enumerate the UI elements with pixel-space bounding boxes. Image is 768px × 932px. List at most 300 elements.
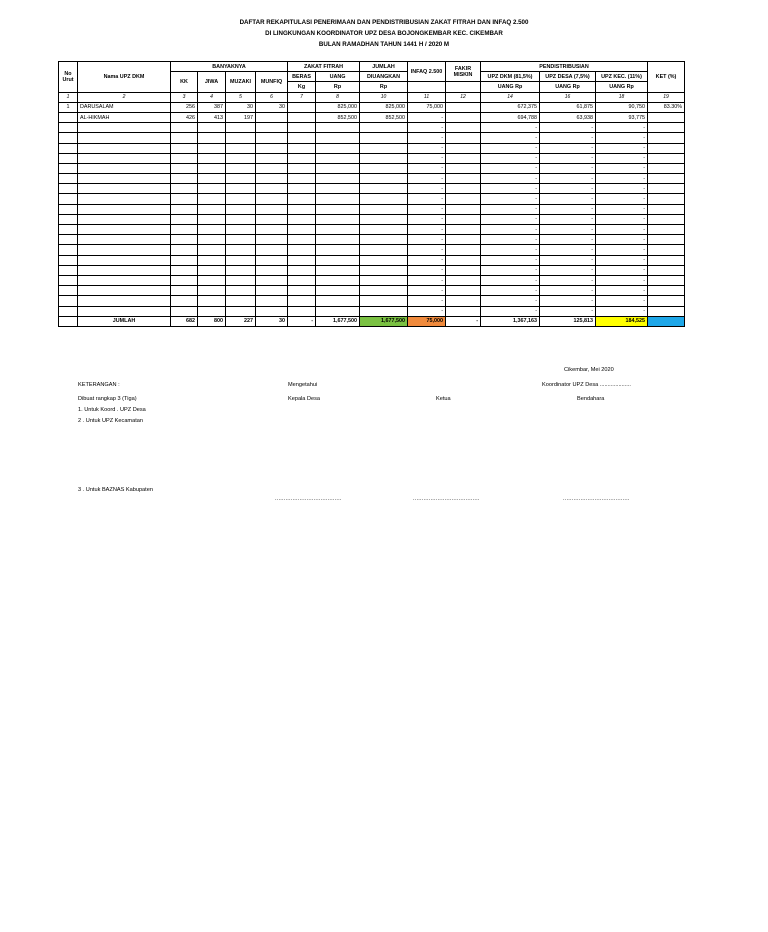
empty-cell <box>226 235 256 245</box>
empty-cell <box>288 204 316 214</box>
cell-beras <box>288 102 316 112</box>
empty-cell <box>256 296 288 306</box>
empty-cell <box>59 255 78 265</box>
empty-cell: - <box>540 245 596 255</box>
cell-upz-dkm: 694,788 <box>481 112 540 122</box>
empty-cell: - <box>408 194 446 204</box>
col-index: 11 <box>408 92 446 102</box>
header-pendistribusian: PENDISTRIBUSIAN <box>481 62 648 72</box>
empty-cell <box>226 214 256 224</box>
empty-cell <box>171 133 198 143</box>
table-row <box>59 112 685 122</box>
empty-cell <box>78 225 171 235</box>
header-infaq: INFAQ 2.500 <box>408 62 446 82</box>
empty-cell: - <box>596 194 648 204</box>
empty-cell: - <box>540 296 596 306</box>
empty-cell <box>78 265 171 275</box>
col-index: 12 <box>446 92 481 102</box>
header-upz-dkm: UPZ DKM (81,5%) <box>481 72 540 82</box>
empty-cell <box>316 275 360 285</box>
empty-cell: - <box>408 255 446 265</box>
header-kk: KK <box>171 72 198 92</box>
empty-cell: - <box>481 174 540 184</box>
empty-cell <box>288 275 316 285</box>
cell-munfiq <box>256 112 288 122</box>
table-row-empty <box>59 255 685 265</box>
col-index: 18 <box>596 92 648 102</box>
empty-cell <box>360 296 408 306</box>
cell-uang: 825,000 <box>316 102 360 112</box>
header-uang-rp-desa: UANG Rp <box>540 82 596 92</box>
header-blank-fakir <box>446 82 481 92</box>
empty-cell <box>446 255 481 265</box>
footer-kepala-desa: Kepala Desa <box>288 396 321 402</box>
empty-cell: - <box>540 123 596 133</box>
empty-cell <box>446 214 481 224</box>
cell-upz-desa: 61,875 <box>540 102 596 112</box>
table-row-empty <box>59 235 685 245</box>
total-beras: - <box>288 316 316 326</box>
empty-cell <box>256 133 288 143</box>
col-index: 7 <box>288 92 316 102</box>
table-row-empty <box>59 194 685 204</box>
empty-cell <box>446 275 481 285</box>
header-upz-desa: UPZ DESA (7,5%) <box>540 72 596 82</box>
empty-cell: - <box>481 245 540 255</box>
footer-bendahara: Bendahara <box>577 396 605 402</box>
header-nama: Nama UPZ DKM <box>78 62 171 93</box>
empty-cell <box>288 255 316 265</box>
empty-cell <box>446 265 481 275</box>
empty-cell <box>171 163 198 173</box>
empty-cell: - <box>408 306 446 316</box>
empty-cell <box>226 204 256 214</box>
empty-cell <box>446 174 481 184</box>
col-index: 3 <box>171 92 198 102</box>
empty-cell <box>648 265 685 275</box>
empty-cell <box>171 174 198 184</box>
empty-cell: - <box>596 143 648 153</box>
empty-cell <box>446 286 481 296</box>
header-muzaki: MUZAKI <box>226 72 256 92</box>
empty-cell <box>648 133 685 143</box>
empty-cell <box>446 225 481 235</box>
empty-cell <box>288 184 316 194</box>
empty-cell <box>256 275 288 285</box>
empty-cell <box>288 286 316 296</box>
cell-ket <box>648 112 685 122</box>
empty-cell <box>288 235 316 245</box>
empty-cell <box>198 275 226 285</box>
empty-cell: - <box>540 194 596 204</box>
col-index: 4 <box>198 92 226 102</box>
empty-cell <box>360 174 408 184</box>
empty-cell <box>59 214 78 224</box>
cell-diuangkan: 852,500 <box>360 112 408 122</box>
col-index: 10 <box>360 92 408 102</box>
empty-cell <box>226 296 256 306</box>
total-kk: 682 <box>171 316 198 326</box>
empty-cell <box>59 133 78 143</box>
empty-cell <box>316 153 360 163</box>
col-index: 14 <box>481 92 540 102</box>
empty-cell <box>360 235 408 245</box>
header-banyaknya: BANYAKNYA <box>171 62 288 72</box>
empty-cell <box>360 163 408 173</box>
empty-cell: - <box>408 245 446 255</box>
col-index: 6 <box>256 92 288 102</box>
empty-cell: - <box>481 255 540 265</box>
empty-cell <box>446 204 481 214</box>
empty-cell: - <box>540 204 596 214</box>
empty-cell: - <box>481 184 540 194</box>
total-label: JUMLAH <box>78 316 171 326</box>
empty-cell <box>360 275 408 285</box>
empty-cell: - <box>481 275 540 285</box>
header-uang-rp-dkm: UANG Rp <box>481 82 540 92</box>
empty-cell: - <box>408 143 446 153</box>
empty-cell <box>171 123 198 133</box>
column-index-row <box>59 92 685 102</box>
table-row-empty <box>59 163 685 173</box>
empty-cell <box>360 255 408 265</box>
empty-cell: - <box>408 174 446 184</box>
empty-cell: - <box>408 296 446 306</box>
empty-cell <box>198 163 226 173</box>
table-row-empty <box>59 174 685 184</box>
empty-cell <box>316 163 360 173</box>
header-jiwa: JIWA <box>198 72 226 92</box>
total-blank <box>59 316 78 326</box>
empty-cell <box>648 275 685 285</box>
empty-cell <box>316 245 360 255</box>
empty-cell <box>446 153 481 163</box>
table-row-empty <box>59 204 685 214</box>
empty-cell <box>59 306 78 316</box>
empty-cell: - <box>540 286 596 296</box>
empty-cell <box>78 133 171 143</box>
footer-item-3: 3 . Untuk BAZNAS Kabupaten <box>78 487 153 493</box>
empty-cell <box>316 286 360 296</box>
empty-cell <box>78 194 171 204</box>
empty-cell: - <box>408 235 446 245</box>
total-upz-dkm: 1,367,163 <box>481 316 540 326</box>
table-row-empty <box>59 265 685 275</box>
empty-cell <box>288 133 316 143</box>
empty-cell <box>59 296 78 306</box>
cell-infaq: 75,000 <box>408 102 446 112</box>
empty-cell: - <box>408 286 446 296</box>
cell-upz-desa: 63,938 <box>540 112 596 122</box>
empty-cell: - <box>408 275 446 285</box>
empty-cell: - <box>596 245 648 255</box>
empty-cell <box>59 275 78 285</box>
empty-cell <box>446 245 481 255</box>
header-uang: UANG <box>316 72 360 82</box>
empty-cell: - <box>540 255 596 265</box>
total-upz-desa: 125,813 <box>540 316 596 326</box>
header-no-urut: No Urut <box>59 62 78 93</box>
empty-cell: - <box>540 225 596 235</box>
table-row-empty <box>59 296 685 306</box>
empty-cell <box>256 194 288 204</box>
empty-cell <box>648 235 685 245</box>
empty-cell <box>256 306 288 316</box>
cell-beras <box>288 112 316 122</box>
footer-date: Cikembar, Mei 2020 <box>564 367 614 373</box>
cell-muzaki: 30 <box>226 102 256 112</box>
empty-cell <box>78 123 171 133</box>
empty-cell <box>226 163 256 173</box>
empty-cell <box>59 245 78 255</box>
empty-cell <box>226 184 256 194</box>
empty-cell <box>360 153 408 163</box>
empty-cell <box>78 143 171 153</box>
empty-cell <box>360 225 408 235</box>
empty-cell: - <box>596 133 648 143</box>
empty-cell: - <box>408 214 446 224</box>
empty-cell <box>171 235 198 245</box>
empty-cell <box>59 286 78 296</box>
empty-cell <box>171 225 198 235</box>
empty-cell: - <box>596 255 648 265</box>
footer-mengetahui: Mengetahui <box>288 382 318 388</box>
footer-koordinator: Koordinator UPZ Desa .................... <box>542 382 631 388</box>
empty-cell <box>78 245 171 255</box>
empty-cell <box>171 204 198 214</box>
empty-cell <box>171 184 198 194</box>
title-line-2: DI LINGKUNGAN KOORDINATOR UPZ DESA BOJONGKEMBAR KEC. CIKEMBAR <box>265 30 503 37</box>
empty-cell <box>360 306 408 316</box>
empty-cell <box>288 163 316 173</box>
empty-cell: - <box>596 306 648 316</box>
empty-cell <box>226 143 256 153</box>
empty-cell <box>256 265 288 275</box>
empty-cell <box>59 235 78 245</box>
empty-cell <box>59 194 78 204</box>
empty-cell <box>198 194 226 204</box>
empty-cell <box>171 296 198 306</box>
empty-cell <box>446 163 481 173</box>
empty-cell <box>648 214 685 224</box>
header-rp: Rp <box>316 82 360 92</box>
empty-cell: - <box>596 163 648 173</box>
empty-cell <box>78 214 171 224</box>
empty-cell <box>226 194 256 204</box>
empty-cell <box>446 306 481 316</box>
empty-cell <box>288 296 316 306</box>
empty-cell <box>78 204 171 214</box>
empty-cell <box>288 174 316 184</box>
empty-cell <box>59 123 78 133</box>
total-munfiq: 30 <box>256 316 288 326</box>
total-fakir: - <box>446 316 481 326</box>
empty-cell <box>78 286 171 296</box>
total-row <box>59 316 685 326</box>
cell-no: 1 <box>59 102 78 112</box>
empty-cell: - <box>596 275 648 285</box>
cell-infaq: - <box>408 112 446 122</box>
signature-line-ketua: ...................................... <box>413 496 480 502</box>
empty-cell <box>78 184 171 194</box>
empty-cell <box>171 194 198 204</box>
empty-cell <box>256 174 288 184</box>
empty-cell: - <box>481 163 540 173</box>
cell-fakir <box>446 112 481 122</box>
table-row-empty <box>59 153 685 163</box>
empty-cell <box>288 225 316 235</box>
total-muzaki: 227 <box>226 316 256 326</box>
empty-cell: - <box>481 194 540 204</box>
total-diuangkan: 1,677,500 <box>360 316 408 326</box>
empty-cell: - <box>540 163 596 173</box>
empty-cell <box>226 133 256 143</box>
empty-cell: - <box>408 123 446 133</box>
empty-cell <box>316 214 360 224</box>
table-row-empty <box>59 286 685 296</box>
cell-kk: 256 <box>171 102 198 112</box>
cell-munfiq: 30 <box>256 102 288 112</box>
empty-cell <box>648 123 685 133</box>
empty-cell <box>288 143 316 153</box>
empty-cell <box>198 225 226 235</box>
empty-cell <box>446 133 481 143</box>
table-body <box>59 102 685 316</box>
empty-cell: - <box>481 133 540 143</box>
empty-cell: - <box>481 123 540 133</box>
empty-cell <box>360 123 408 133</box>
empty-cell <box>648 204 685 214</box>
empty-cell: - <box>540 133 596 143</box>
empty-cell <box>316 296 360 306</box>
empty-cell <box>198 153 226 163</box>
empty-cell: - <box>481 143 540 153</box>
empty-cell <box>78 163 171 173</box>
cell-no <box>59 112 78 122</box>
empty-cell <box>360 214 408 224</box>
table-row-empty <box>59 133 685 143</box>
header-zakat-fitrah: ZAKAT FITRAH <box>288 62 360 72</box>
empty-cell <box>198 123 226 133</box>
recap-table <box>58 61 685 327</box>
empty-cell: - <box>481 225 540 235</box>
empty-cell <box>256 255 288 265</box>
empty-cell: - <box>596 286 648 296</box>
empty-cell: - <box>596 225 648 235</box>
empty-cell <box>648 184 685 194</box>
empty-cell <box>256 225 288 235</box>
empty-cell <box>226 174 256 184</box>
empty-cell <box>360 194 408 204</box>
footer-dibuat: Dibuat rangkap 3 (Tiga) <box>78 396 137 402</box>
cell-ket: 83.30% <box>648 102 685 112</box>
empty-cell <box>171 265 198 275</box>
empty-cell <box>59 174 78 184</box>
empty-cell <box>171 214 198 224</box>
cell-jiwa: 413 <box>198 112 226 122</box>
empty-cell <box>198 265 226 275</box>
empty-cell <box>78 174 171 184</box>
empty-cell <box>316 235 360 245</box>
empty-cell: - <box>481 214 540 224</box>
empty-cell <box>288 245 316 255</box>
empty-cell <box>648 194 685 204</box>
empty-cell <box>171 245 198 255</box>
empty-cell <box>198 235 226 245</box>
table-row-empty <box>59 245 685 255</box>
col-index: 5 <box>226 92 256 102</box>
empty-cell <box>78 296 171 306</box>
empty-cell <box>198 306 226 316</box>
empty-cell: - <box>408 265 446 275</box>
empty-cell <box>648 306 685 316</box>
empty-cell <box>171 286 198 296</box>
total-infaq: 75,000 <box>408 316 446 326</box>
empty-cell <box>360 265 408 275</box>
footer-ketua: Ketua <box>436 396 451 402</box>
empty-cell <box>648 174 685 184</box>
empty-cell <box>59 265 78 275</box>
empty-cell <box>288 123 316 133</box>
empty-cell: - <box>481 204 540 214</box>
empty-cell <box>316 184 360 194</box>
empty-cell <box>256 143 288 153</box>
empty-cell <box>256 163 288 173</box>
empty-cell <box>648 163 685 173</box>
empty-cell <box>256 204 288 214</box>
empty-cell <box>171 275 198 285</box>
empty-cell <box>360 286 408 296</box>
empty-cell <box>316 123 360 133</box>
empty-cell <box>198 184 226 194</box>
empty-cell <box>316 133 360 143</box>
empty-cell <box>78 306 171 316</box>
empty-cell: - <box>596 265 648 275</box>
empty-cell: - <box>408 163 446 173</box>
table-row-empty <box>59 214 685 224</box>
col-index: 2 <box>78 92 171 102</box>
header-uang-rp-kec: UANG Rp <box>596 82 648 92</box>
title-line-3: BULAN RAMADHAN TAHUN 1441 H / 2020 M <box>318 41 450 48</box>
empty-cell <box>59 163 78 173</box>
empty-cell <box>648 245 685 255</box>
empty-cell <box>78 255 171 265</box>
empty-cell: - <box>596 174 648 184</box>
empty-cell <box>446 235 481 245</box>
header-munfiq: MUNFIQ <box>256 72 288 92</box>
empty-cell <box>198 245 226 255</box>
empty-cell <box>288 194 316 204</box>
empty-cell <box>226 275 256 285</box>
header-ket: KET (%) <box>648 62 685 93</box>
cell-upz-kec: 93,775 <box>596 112 648 122</box>
header-beras: BERAS <box>288 72 316 82</box>
empty-cell <box>59 225 78 235</box>
empty-cell: - <box>540 275 596 285</box>
empty-cell <box>360 184 408 194</box>
cell-upz-kec: 90,750 <box>596 102 648 112</box>
empty-cell: - <box>408 225 446 235</box>
signature-line-kepala-desa: ...................................... <box>275 496 342 502</box>
empty-cell <box>316 194 360 204</box>
empty-cell <box>198 204 226 214</box>
empty-cell <box>198 286 226 296</box>
empty-cell <box>446 194 481 204</box>
empty-cell: - <box>540 265 596 275</box>
col-index: 19 <box>648 92 685 102</box>
empty-cell <box>360 204 408 214</box>
empty-cell: - <box>481 235 540 245</box>
